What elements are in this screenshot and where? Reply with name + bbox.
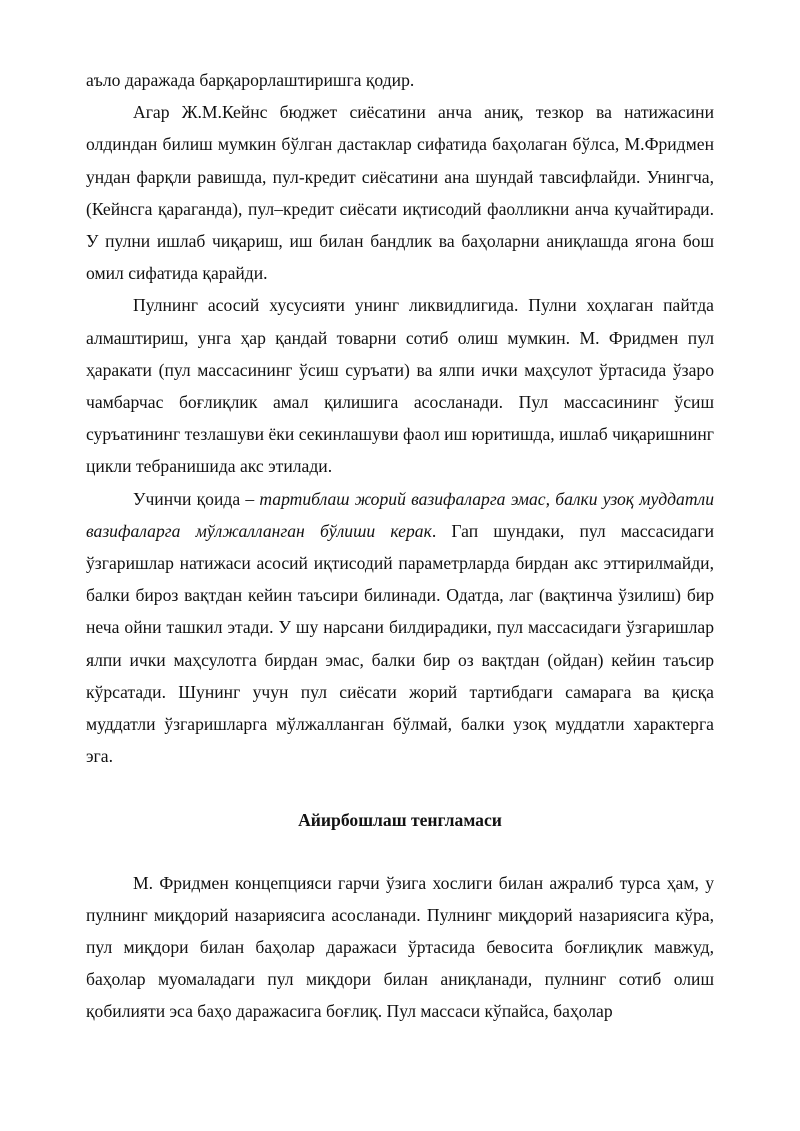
paragraph-continuation: аъло даражада барқарорлаштиришга қодир. xyxy=(86,70,415,90)
paragraph-keynes-friedman: Агар Ж.М.Кейнс бюджет сиёсатини анча аниқ, тезкор ва натижасини олдиндан билиш мумкин бўлган дастаклар сифатида баҳолаган бўлса, М.Фридмен ундан фарқли равишда, пул-кредит сиёсатини ана шундай тавсифлайди. Унингча, (Кейнсга қараганда), пул–кредит сиёсати иқтисодий фаолликни анча кучайтиради. У пулни ишлаб чиқариш, иш билан бандлик ва баҳоларни аниқлашда ягона бош омил сифатида қарайди. xyxy=(86,102,714,284)
paragraph-third-rule xyxy=(86,483,714,773)
section-heading: Айирбошлаш тенгламаси xyxy=(298,810,502,831)
spacer xyxy=(86,837,714,867)
third-rule-lead: Учинчи қоида – xyxy=(133,488,260,509)
paragraph-liquidity: Пулнинг асосий хусусияти унинг ликвидлигида. Пулни хоҳлаган пайтда алмаштириш, унга ҳар қандай товарни сотиб олиш мумкин. М. Фридмен пул ҳаракати (пул массасининг ўсиш суръати) ва ялпи ички маҳсулот ўртасида ўзаро чамбарчас боғлиқлик амал қилишига асосланади. Пул массасининг ўсиш суръатининг тезлашуви ёки секинлашуви фаол иш юритишда, ишлаб чиқаришнинг цикли тебранишида акс этилади. xyxy=(86,295,714,477)
third-rule-italic: тартиблаш жорий вазифаларга эмас, балки узоқ муддатли вазифаларга мўлжалланган бўлиши керак xyxy=(86,488,714,541)
third-rule-rest: . Гап шундаки, пул массасидаги ўзгаришлар натижаси асосий иқтисодий параметрларда бирдан акс эттирилмайди, балки бироз вақтдан кейин таъсири билинади. Одатда, лаг (вақтинча ўзилиш) бир неча ойни ташкил этади. У шу нарсани билдирадики, пул массасидаги ўзгаришлар ялпи ички маҳсулотга бирдан эмас, балки бир оз вақтдан (ойдан) кейин таъсир кўрсатади. Шунинг учун пул сиёсати жорий тартибдаги самарага ва қисқа муддатли ўзгаришларга мўлжалланган бўлмай, балки узоқ муддатли характерга эга. xyxy=(86,520,714,767)
paragraph-quantity-theory: М. Фридмен концепцияси гарчи ўзига хослиги билан ажралиб турса ҳам, у пулнинг миқдорий назариясига асосланади. Пулнинг миқдорий назариясига кўра, пул миқдори билан баҳолар даражаси ўртасида бевосита боғлиқлик мавжуд, баҳолар муомаладаги пул миқдори билан аниқланади, пулнинг сотиб олиш қобилияти эса баҳо даражасига боғлиқ. Пул массаси кўпайса, баҳолар xyxy=(86,872,714,1022)
spacer xyxy=(86,772,714,804)
document-page xyxy=(86,64,714,1028)
